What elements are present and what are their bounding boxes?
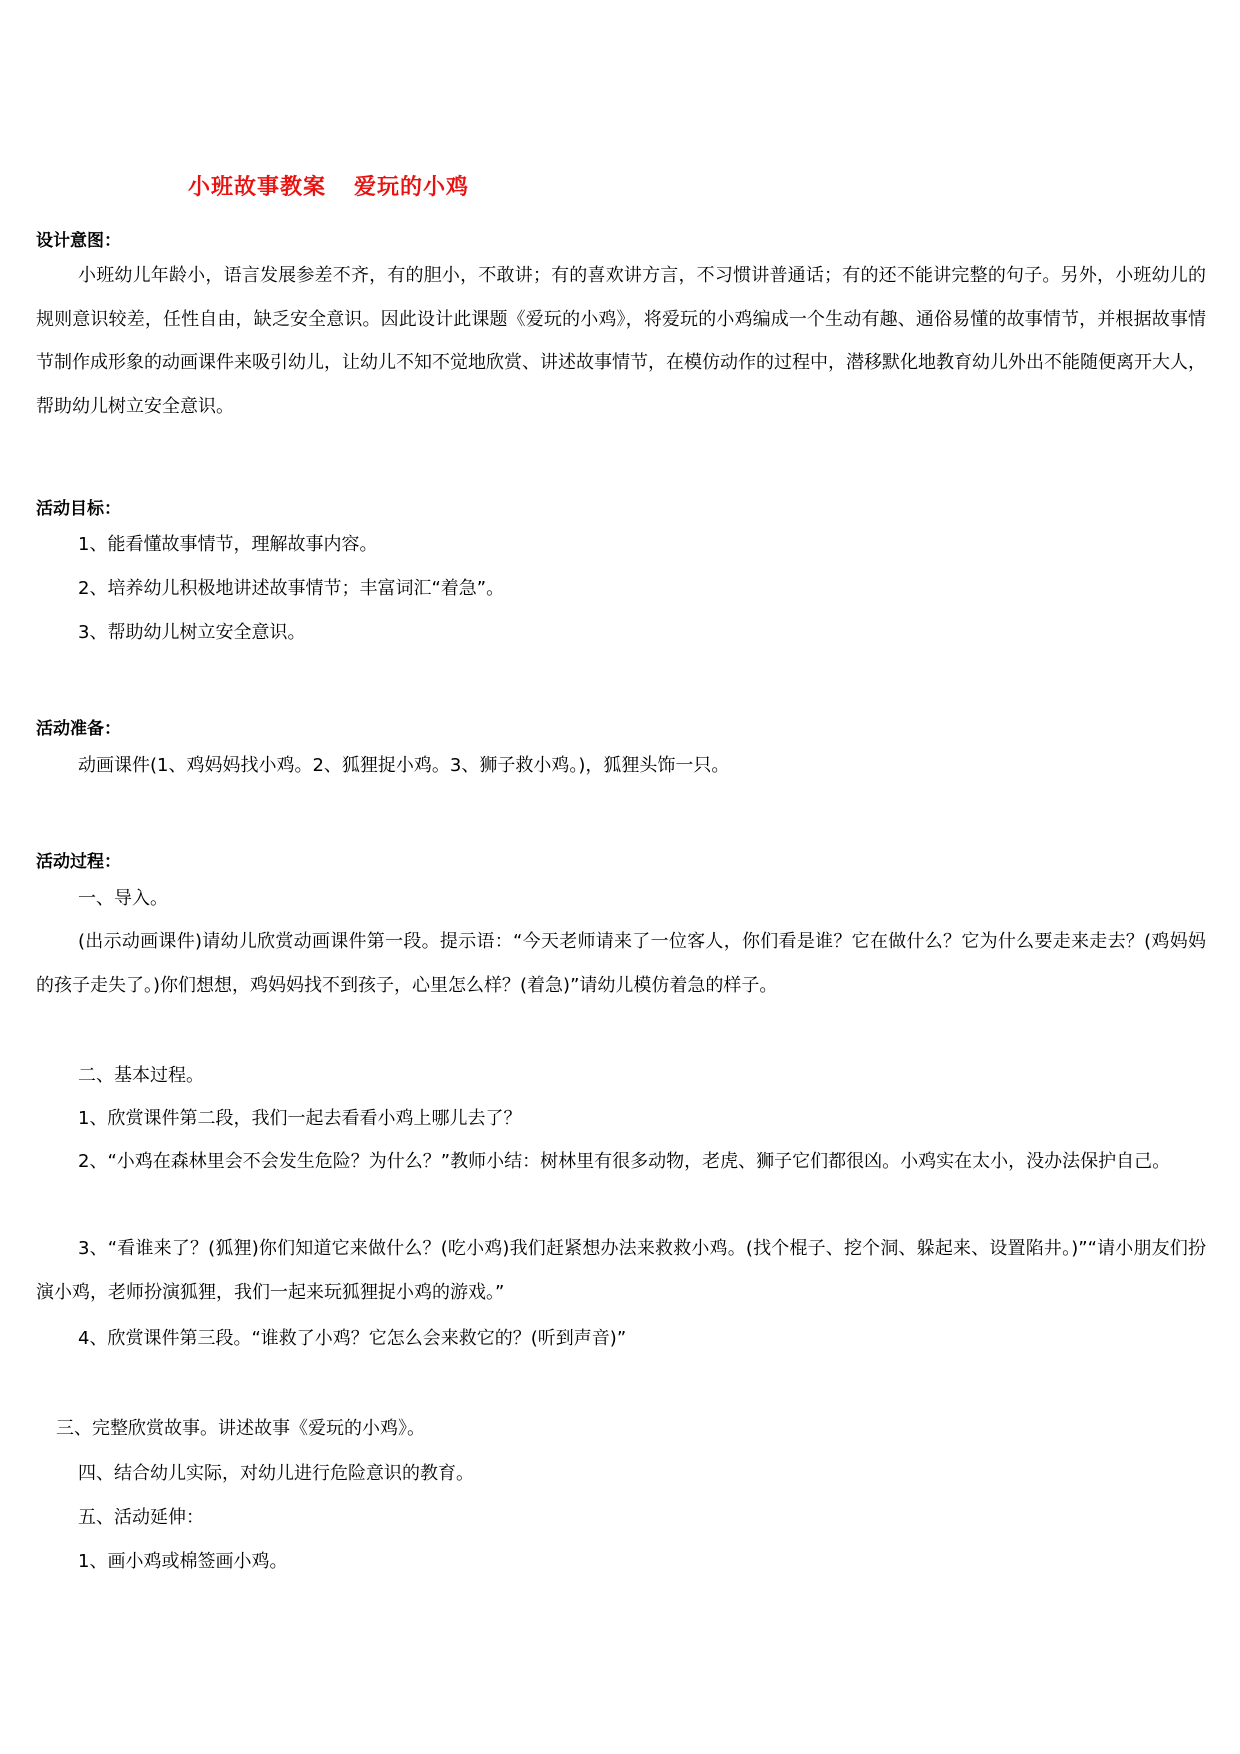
process-part2-title: 二、基本过程。 bbox=[78, 1065, 204, 1086]
goal-item: 2、培养幼儿积极地讲述故事情节；丰富词汇“着急”。 bbox=[78, 578, 505, 599]
design-intent-text: 小班幼儿年龄小，语言发展参差不齐，有的胆小，不敢讲；有的喜欢讲方言，不习惯讲普通话；有的还不能讲完整的句子。另外，小班幼儿的规则意识较差，任性自由，缺乏安全意识。因此设计此课题《爱玩的小鸡》，将爱玩的小鸡编成一个生动有趣、通俗易懂的故事情节，并根据故事情节制作成形象的动画课件来吸引幼儿，让幼儿不知不觉地欣赏、讲述故事情节，在模仿动作的过程中，潜移默化地教育幼儿外出不能随便离开大人，帮助幼儿树立安全意识。 bbox=[36, 265, 1206, 417]
document-title bbox=[188, 170, 469, 201]
goal-item: 3、帮助幼儿树立安全意识。 bbox=[78, 622, 306, 643]
heading-design-intent: 设计意图： bbox=[36, 231, 121, 251]
goal-item: 1、能看懂故事情节，理解故事内容。 bbox=[78, 534, 378, 555]
process-part3: 三、完整欣赏故事。讲述故事《爱玩的小鸡》。 bbox=[56, 1418, 425, 1439]
process-part2-item: 3、“看谁来了？(狐狸)你们知道它来做什么？(吃小鸡)我们赶紧想办法来救救小鸡。(找个棍子、挖个洞、躲起来、设置陷井。)”“请小朋友们扮演小鸡，老师扮演狐狸，我们一起来玩狐狸捉小鸡的游戏。” bbox=[36, 1238, 1206, 1303]
heading-goals: 活动目标： bbox=[36, 499, 121, 519]
process-part5-item: 1、画小鸡或棉签画小鸡。 bbox=[78, 1551, 288, 1572]
process-part4: 四、结合幼儿实际，对幼儿进行危险意识的教育。 bbox=[78, 1463, 474, 1484]
process-part1-title: 一、导入。 bbox=[78, 888, 168, 909]
process-part2-item: 4、欣赏课件第三段。“谁救了小鸡？它怎么会来救它的？(听到声音)” bbox=[78, 1328, 627, 1349]
heading-process: 活动过程： bbox=[36, 852, 121, 872]
process-part1-text: (出示动画课件)请幼儿欣赏动画课件第一段。提示语：“今天老师请来了一位客人，你们看是谁？它在做什么？它为什么要走来走去？(鸡妈妈的孩子走失了。)你们想想，鸡妈妈找不到孩子，心里怎么样？(着急)”请幼儿模仿着急的样子。 bbox=[36, 931, 1206, 996]
process-part5: 五、活动延伸： bbox=[78, 1507, 204, 1528]
title-sub: 爱玩的小鸡 bbox=[354, 175, 470, 200]
preparation-text: 动画课件(1、鸡妈妈找小鸡。2、狐狸捉小鸡。3、狮子救小鸡。)，狐狸头饰一只。 bbox=[78, 755, 730, 776]
process-part2-item: 1、欣赏课件第二段，我们一起去看看小鸡上哪儿去了？ bbox=[78, 1108, 522, 1129]
heading-preparation: 活动准备： bbox=[36, 719, 121, 739]
title-main: 小班故事教案 bbox=[188, 175, 327, 200]
process-part2-item: 2、“小鸡在森林里会不会发生危险？为什么？”教师小结：树林里有很多动物，老虎、狮子它们都很凶。小鸡实在太小，没办法保护自己。 bbox=[78, 1151, 1171, 1172]
